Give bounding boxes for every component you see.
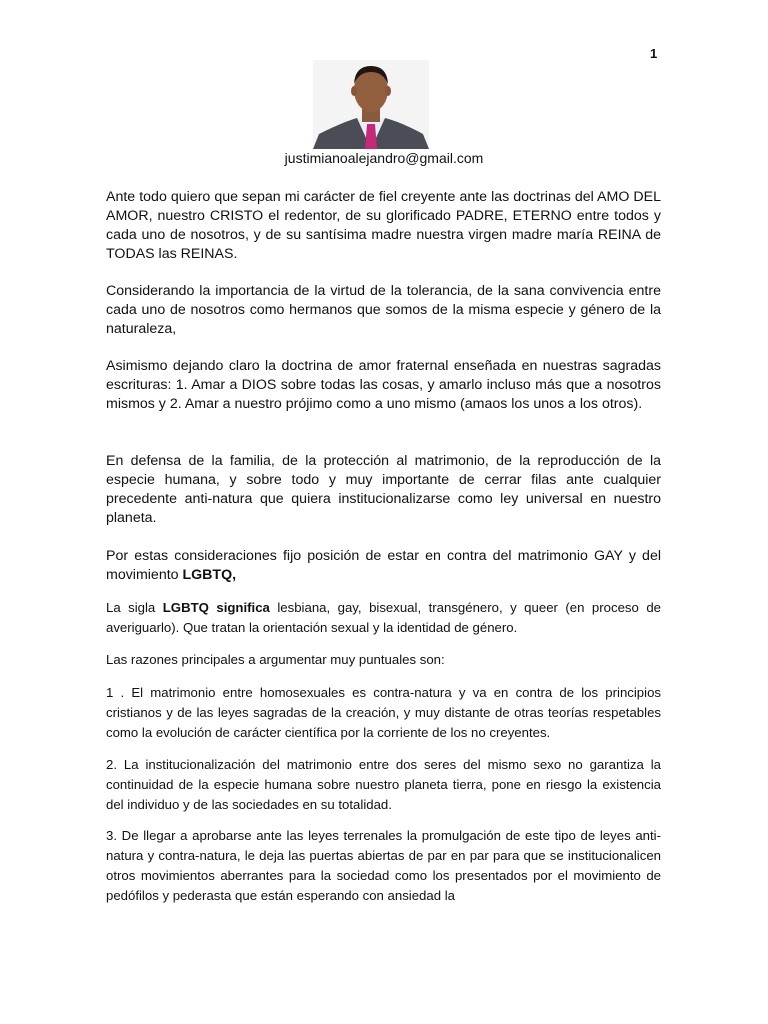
paragraph-faith: Ante todo quiero que sepan mi carácter de fiel creyente ante las doctrinas del AMO DEL AMOR, nuestro CRISTO el redentor, de su glorificado PADRE, ETERNO entre todos y cada uno de nosotros, y de su santísima madre nuestra virgen madre maría REINA de TODAS las REINAS. — [106, 189, 661, 262]
position-text: Por estas consideraciones fijo posición de estar en contra del matrimonio GAY y del movimiento — [106, 548, 661, 583]
paragraph-reasons-intro: Las razones principales a argumentar muy puntuales son: — [106, 652, 445, 667]
paragraph-reason-3: 3. De llegar a aprobarse ante las leyes terrenales la promulgación de este tipo de leyes anti-natura y contra-natura, le deja las puertas abiertas de par en par para que se institucionalicen otros movimientos aberrantes para la sociedad como los presentados por el movimiento de pedófilos y pederasta que están esperando con ansiedad la — [106, 828, 661, 903]
email-address[interactable]: justimianoalejandro@gmail.com — [284, 150, 484, 166]
paragraph-tolerance: Considerando la importancia de la virtud de la tolerancia, de la sana convivencia entre cada uno de nosotros como hermanos que somos de la misma especie y género de la naturaleza, — [106, 283, 661, 337]
paragraph-family-defense: En defensa de la familia, de la protección al matrimonio, de la reproducción de la especie humana, y sobre todo y muy importante de cerrar filas ante cualquier precedente anti-natura que quiera institucionalizarse como ley universal en nuestro planeta. — [106, 453, 661, 526]
acronym-pre: La sigla — [106, 600, 163, 615]
author-photo — [313, 60, 429, 149]
paragraph-fraternal-love: Asimismo dejando claro la doctrina de amor fraternal enseñada en nuestras sagradas escrituras: 1. Amar a DIOS sobre todas las cosas, y amarlo incluso más que a nosotros mismos y 2. Amar a nuestro prójimo como a uno mismo (amaos los unos a los otros). — [106, 358, 661, 412]
acronym-text: lesbiana, gay, bisexual, transgénero, y queer (en proceso de averiguarlo). Que tratan la orientación sexual y la identidad de género. — [106, 600, 661, 635]
paragraph-position — [106, 547, 661, 585]
paragraph-acronym — [106, 598, 661, 638]
position-bold: LGBTQ, — [182, 567, 237, 583]
page-number: 1 — [650, 46, 658, 61]
paragraph-reason-1: 1 . El matrimonio entre homosexuales es contra-natura y va en contra de los principios cristianos y de las leyes sagradas de la creación, y muy distante de otras teorías respetables como la evolución de carácter científica por la corriente de los no creyentes. — [106, 685, 661, 740]
paragraph-reason-2: 2. La institucionalización del matrimonio entre dos seres del mismo sexo no garantiza la continuidad de la especie humana sobre nuestro planeta tierra, pone en riesgo la existencia del individuo y de las sociedades en su totalidad. — [106, 757, 661, 812]
acronym-bold: LGBTQ significa — [162, 600, 270, 615]
